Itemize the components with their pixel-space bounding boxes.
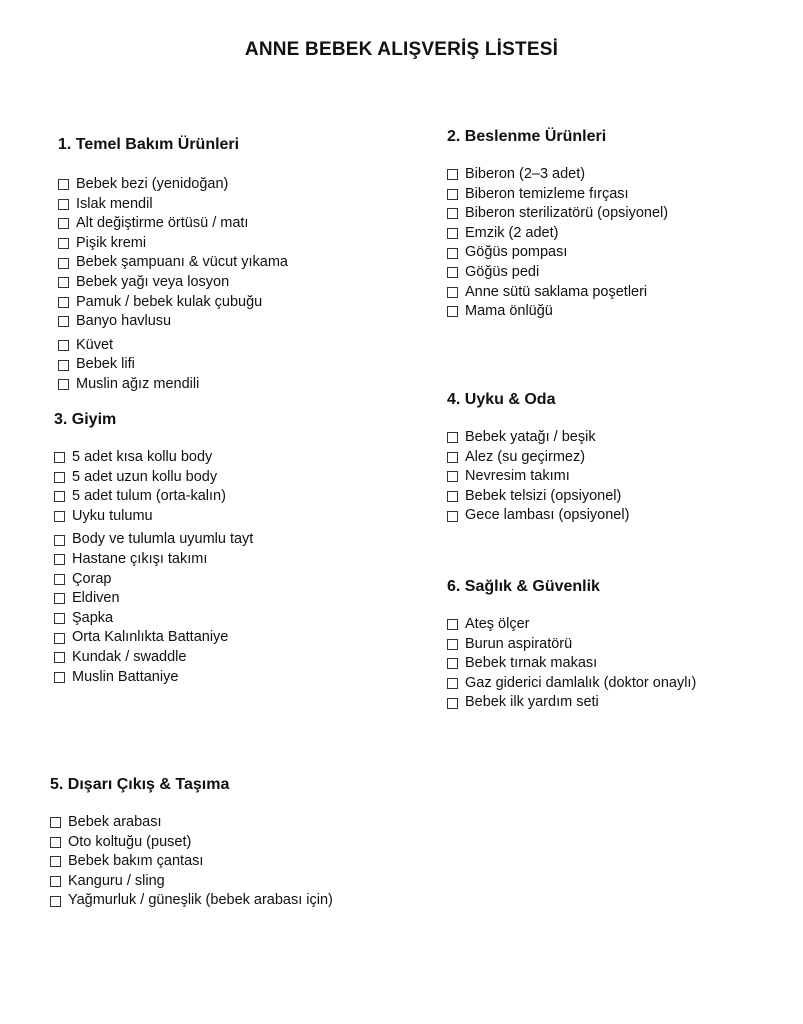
checkbox-icon[interactable] <box>54 633 65 644</box>
checklist-item[interactable]: Kundak / swaddle <box>54 648 253 668</box>
checklist-item[interactable]: Islak mendil <box>58 195 288 215</box>
checklist-item[interactable]: Orta Kalınlıkta Battaniye <box>54 628 253 648</box>
checklist-item[interactable]: Muslin Battaniye <box>54 668 253 688</box>
checklist-item[interactable]: Bebek yağı veya losyon <box>58 273 288 293</box>
section-heading: 5. Dışarı Çıkış & Taşıma <box>50 776 230 793</box>
checkbox-icon[interactable] <box>447 452 458 463</box>
checklist-item[interactable]: Mama önlüğü <box>447 302 668 322</box>
section-heading: 3. Giyim <box>54 411 117 428</box>
checklist-item[interactable]: Bebek ilk yardım seti <box>447 693 696 713</box>
checklist-item[interactable]: Biberon (2–3 adet) <box>447 165 668 185</box>
checklist-item[interactable]: 5 adet kısa kollu body <box>54 448 253 468</box>
checkbox-icon[interactable] <box>447 267 458 278</box>
checkbox-icon[interactable] <box>58 297 69 308</box>
checklist-item[interactable]: Alt değiştirme örtüsü / matı <box>58 214 288 234</box>
checkbox-icon[interactable] <box>50 837 61 848</box>
checklist-item[interactable]: Biberon temizleme fırçası <box>447 185 668 205</box>
checkbox-icon[interactable] <box>58 199 69 210</box>
checklist-item[interactable]: Bebek yatağı / beşik <box>447 428 629 448</box>
checklist-item[interactable]: Gaz giderici damlalık (doktor onaylı) <box>447 674 696 694</box>
checkbox-icon[interactable] <box>50 817 61 828</box>
checklist-item[interactable]: Biberon sterilizatörü (opsiyonel) <box>447 204 668 224</box>
checkbox-icon[interactable] <box>447 287 458 298</box>
checklist-item[interactable]: 5 adet uzun kollu body <box>54 468 253 488</box>
checklist-item[interactable]: Hastane çıkışı takımı <box>54 550 253 570</box>
section-sleep-room <box>447 390 629 526</box>
checkbox-icon[interactable] <box>447 248 458 259</box>
section-outing-carrying <box>50 775 333 911</box>
checklist-item[interactable]: Bebek lifi <box>58 355 288 375</box>
checkbox-icon[interactable] <box>447 619 458 630</box>
checklist-item[interactable]: Bebek bezi (yenidoğan) <box>58 175 288 195</box>
checklist-item[interactable]: Bebek telsizi (opsiyonel) <box>447 487 629 507</box>
checkbox-icon[interactable] <box>58 360 69 371</box>
checklist-item[interactable]: Uyku tulumu <box>54 507 253 527</box>
section-health-safety <box>447 577 696 713</box>
checklist-item[interactable]: 5 adet tulum (orta-kalın) <box>54 487 253 507</box>
checklist-item[interactable]: Küvet <box>58 336 288 356</box>
checklist-item[interactable]: Burun aspiratörü <box>447 635 696 655</box>
checklist-item[interactable]: Emzik (2 adet) <box>447 224 668 244</box>
checkbox-icon[interactable] <box>447 491 458 502</box>
checklist-item[interactable]: Yağmurluk / güneşlik (bebek arabası için) <box>50 891 333 911</box>
section-heading: 1. Temel Bakım Ürünleri <box>58 136 240 153</box>
checklist-item[interactable]: Body ve tulumla uyumlu tayt <box>54 530 253 550</box>
checkbox-icon[interactable] <box>54 491 65 502</box>
checklist-item[interactable]: Pişik kremi <box>58 234 288 254</box>
checklist-item[interactable]: Gece lambası (opsiyonel) <box>447 506 629 526</box>
checklist-item[interactable]: Banyo havlusu <box>58 312 288 332</box>
checkbox-icon[interactable] <box>54 652 65 663</box>
checkbox-icon[interactable] <box>58 218 69 229</box>
checkbox-icon[interactable] <box>447 678 458 689</box>
checklist-item[interactable]: Göğüs pompası <box>447 243 668 263</box>
checklist-item[interactable]: Muslin ağız mendili <box>58 375 288 395</box>
checklist-item[interactable]: Bebek tırnak makası <box>447 654 696 674</box>
section-heading: 6. Sağlık & Güvenlik <box>447 578 600 595</box>
checklist-item[interactable]: Bebek şampuanı & vücut yıkama <box>58 253 288 273</box>
checkbox-icon[interactable] <box>58 238 69 249</box>
checklist-item[interactable]: Kanguru / sling <box>50 872 333 892</box>
checkbox-icon[interactable] <box>447 228 458 239</box>
checkbox-icon[interactable] <box>447 698 458 709</box>
checkbox-icon[interactable] <box>447 658 458 669</box>
checklist-item[interactable]: Pamuk / bebek kulak çubuğu <box>58 293 288 313</box>
checkbox-icon[interactable] <box>58 258 69 269</box>
section-nutrition <box>447 127 668 322</box>
checkbox-icon[interactable] <box>50 896 61 907</box>
checkbox-icon[interactable] <box>54 472 65 483</box>
checklist-item[interactable]: Eldiven <box>54 589 253 609</box>
checkbox-icon[interactable] <box>54 535 65 546</box>
checkbox-icon[interactable] <box>447 169 458 180</box>
checkbox-icon[interactable] <box>54 593 65 604</box>
checkbox-icon[interactable] <box>58 379 69 390</box>
checkbox-icon[interactable] <box>447 511 458 522</box>
checklist-item[interactable]: Bebek arabası <box>50 813 333 833</box>
section-heading: 4. Uyku & Oda <box>447 391 556 408</box>
checklist-item[interactable]: Ateş ölçer <box>447 615 696 635</box>
checkbox-icon[interactable] <box>447 208 458 219</box>
checkbox-icon[interactable] <box>54 452 65 463</box>
checklist-item[interactable]: Göğüs pedi <box>447 263 668 283</box>
checkbox-icon[interactable] <box>447 432 458 443</box>
checkbox-icon[interactable] <box>447 639 458 650</box>
section-basic-care <box>58 135 288 395</box>
checklist-item[interactable]: Oto koltuğu (puset) <box>50 833 333 853</box>
section-heading: 2. Beslenme Ürünleri <box>447 128 607 145</box>
checkbox-icon[interactable] <box>50 876 61 887</box>
page-title: ANNE BEBEK ALIŞVERİŞ LİSTESİ <box>244 39 559 60</box>
checklist-item[interactable]: Anne sütü saklama poşetleri <box>447 283 668 303</box>
checkbox-icon[interactable] <box>58 316 69 327</box>
checkbox-icon[interactable] <box>54 554 65 565</box>
checkbox-icon[interactable] <box>50 856 61 867</box>
checklist-item[interactable]: Şapka <box>54 609 253 629</box>
checkbox-icon[interactable] <box>54 511 65 522</box>
section-clothing <box>54 410 253 687</box>
checklist-item[interactable]: Çorap <box>54 570 253 590</box>
checkbox-icon[interactable] <box>58 340 69 351</box>
checkbox-icon[interactable] <box>58 277 69 288</box>
checkbox-icon[interactable] <box>447 189 458 200</box>
checkbox-icon[interactable] <box>447 306 458 317</box>
checklist-item[interactable]: Nevresim takımı <box>447 467 629 487</box>
checkbox-icon[interactable] <box>54 672 65 683</box>
checkbox-icon[interactable] <box>54 613 65 624</box>
checkbox-icon[interactable] <box>54 574 65 585</box>
checklist-item[interactable]: Alez (su geçirmez) <box>447 448 629 468</box>
checklist-item[interactable]: Bebek bakım çantası <box>50 852 333 872</box>
checkbox-icon[interactable] <box>58 179 69 190</box>
checkbox-icon[interactable] <box>447 471 458 482</box>
